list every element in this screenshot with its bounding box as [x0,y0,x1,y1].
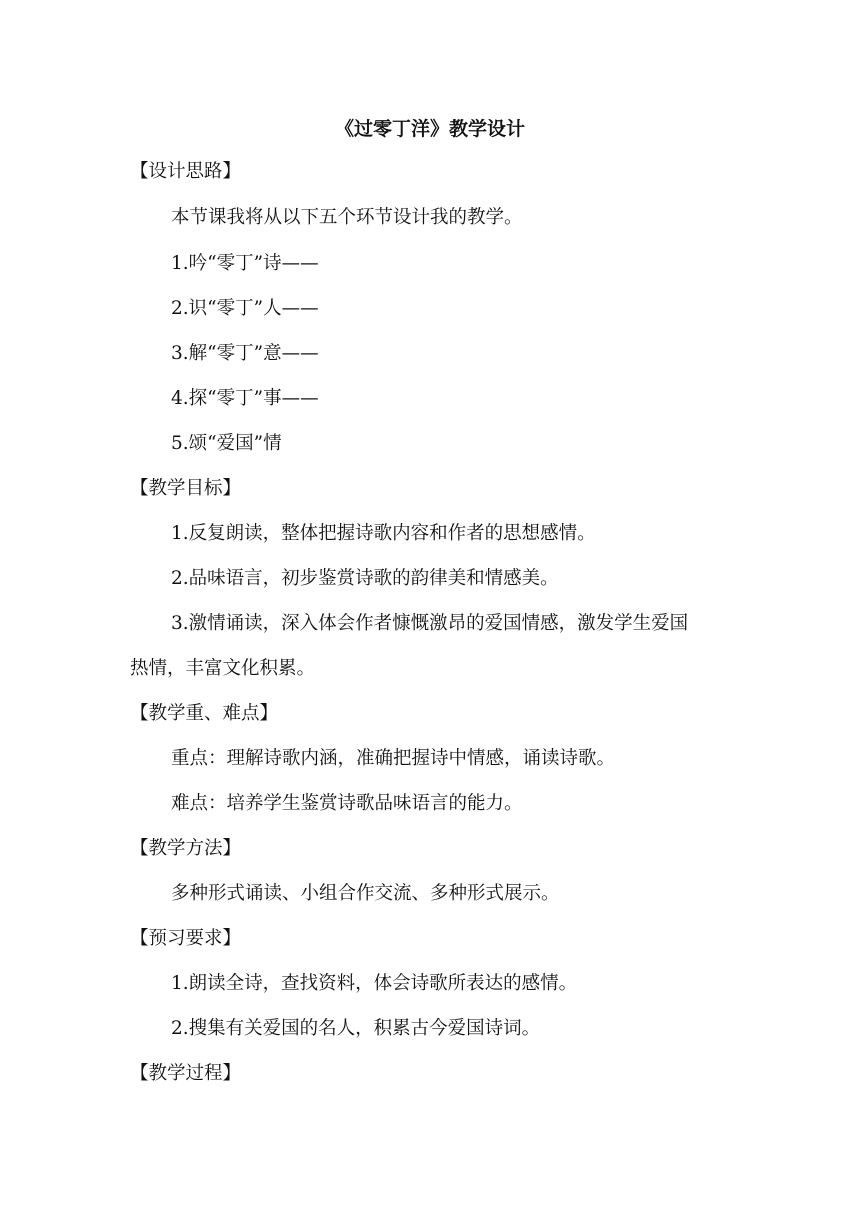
design-idea-item: 3.解“零丁”意—— [171,343,319,364]
section-heading-key-points: 【教学重、难点】 [130,703,279,724]
objective-item-continuation: 热情，丰富文化积累。 [130,658,316,679]
method-item: 多种形式诵读、小组合作交流、多种形式展示。 [171,883,560,904]
design-idea-item: 4.探“零丁”事—— [171,388,319,409]
design-idea-intro: 本节课我将从以下五个环节设计我的教学。 [171,207,523,228]
key-point-item: 重点：理解诗歌内涵，准确把握诗中情感，诵读诗歌。 [171,748,616,769]
section-heading-objectives: 【教学目标】 [130,478,242,499]
preview-item: 2.搜集有关爱国的名人，积累古今爱国诗词。 [171,1018,541,1039]
objective-item: 2.品味语言，初步鉴赏诗歌的韵律美和情感美。 [171,568,559,589]
preview-item: 1.朗读全诗，查找资料，体会诗歌所表达的感情。 [171,973,578,994]
section-heading-design-idea: 【设计思路】 [130,161,242,182]
section-heading-preview: 【预习要求】 [130,928,242,949]
section-heading-methods: 【教学方法】 [130,838,242,859]
objective-item: 1.反复朗读，整体把握诗歌内容和作者的思想感情。 [171,523,596,544]
design-idea-item: 2.识“零丁”人—— [171,298,319,319]
objective-item: 3.激情诵读，深入体会作者慷慨激昂的爱国情感，激发学生爱国 [171,613,689,634]
design-idea-item: 1.吟“零丁”诗—— [171,253,319,274]
design-idea-item: 5.颂“爱国”情 [171,433,282,454]
key-point-item: 难点：培养学生鉴赏诗歌品味语言的能力。 [171,793,523,814]
document-title: 《过零丁洋》教学设计 [334,118,525,140]
section-heading-process: 【教学过程】 [130,1063,242,1084]
